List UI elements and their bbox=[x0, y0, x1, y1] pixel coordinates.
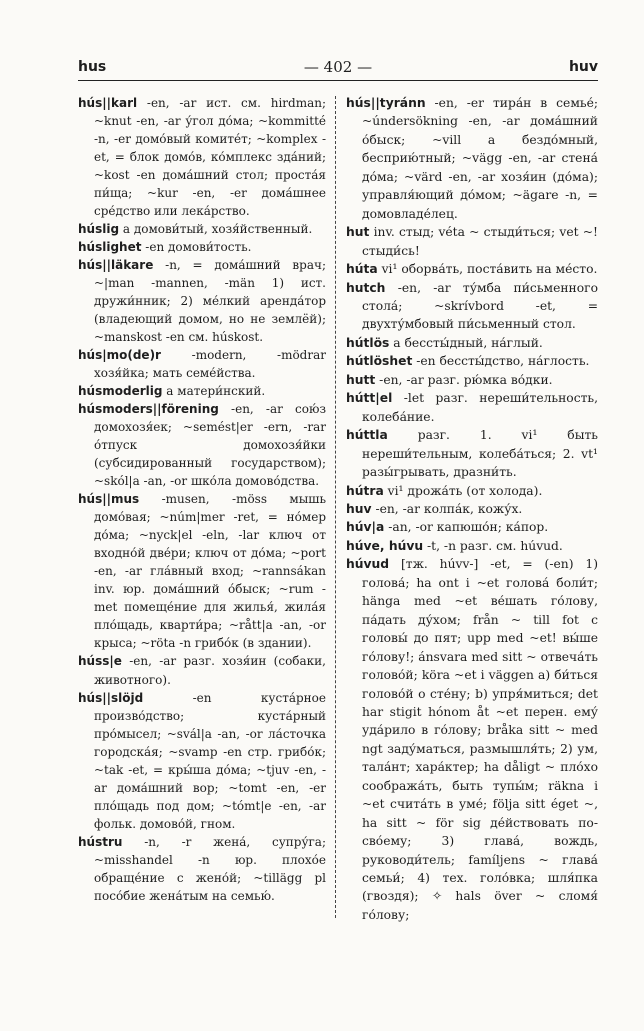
entry-body: -en, -ar колпа́к, кожу́х. bbox=[371, 501, 523, 516]
entry-body: a бессты́дный, на́глый. bbox=[389, 335, 543, 350]
dictionary-entry bbox=[346, 279, 598, 334]
dictionary-entry bbox=[346, 94, 598, 223]
entry-headword: hutt bbox=[346, 372, 376, 387]
right-column bbox=[346, 94, 598, 924]
entry-headword: húve, húvu bbox=[346, 538, 424, 553]
dictionary-entry bbox=[78, 382, 326, 400]
dictionary-entry bbox=[78, 652, 326, 688]
entry-body: vi¹ оборва́ть, поста́вить на ме́сто. bbox=[377, 262, 598, 277]
entry-body: [тж. húvv-] -et, = (-en) 1) голова́; ha ont i ~et голова́ боли́т; hänga med ~et ве́шать го́лову, па́дать ду́хом; från ~ till fot с головы́ до пят; upp med ~et! вы́ше го́лову!; ánsvara med sitt ~ отвеча́ть голово́й; köra ~et i väggen а) би́ться голово́й о сте́ну; b) упря́миться; det har stigit hónom åt ~et перен. ему́ уда́рило в го́лову; bråka sitt ~ med ngt заду́маться, размышля́ть; 2) ум, тала́нт; хара́ктер; ha dåligt ~ пло́хо сообража́ть, быть тупы́м; räkna i ~et счита́ть в уме́; följa sitt éget ~, ha sitt ~ för sig де́йствовать по-сво́ему; 3) глава́, вождь, руководи́тель; famíljens ~ глава́ семьи́; 4) тех. голо́вка; шля́пка (гвоздя); ✧ hals över ~ сломя́ го́лову; bbox=[362, 557, 598, 922]
dictionary-entry bbox=[346, 482, 598, 500]
entry-body: a домови́тый, хозя́йственный. bbox=[119, 222, 313, 237]
entry-headword: húv|a bbox=[346, 520, 385, 535]
entry-body: inv. стыд; véta ~ стыди́ться; vet ~! стыди́сь! bbox=[362, 225, 598, 258]
entry-body: -en, -ar разг. рю́мка во́дки. bbox=[375, 372, 553, 387]
dictionary-entry bbox=[78, 490, 326, 652]
dictionary-entry bbox=[346, 518, 598, 536]
entry-body: -modern, -mödrar хозя́йка; мать семе́йства. bbox=[94, 348, 326, 381]
entry-headword: hútra bbox=[346, 483, 384, 498]
entry-headword: hús|mo(de)r bbox=[78, 348, 161, 363]
entry-headword: hús||mus bbox=[78, 492, 140, 507]
page-number: — 402 — bbox=[303, 58, 373, 76]
entry-headword: hús||läkare bbox=[78, 258, 154, 273]
entry-body: a матери́нский. bbox=[162, 384, 266, 399]
page-header bbox=[78, 56, 598, 78]
entry-body: -musen, -möss мышь домо́вая; ~núm|mer -ret, = но́мер до́ма; ~nyck|el -eln, -lar ключ от входно́й две́ри; ключ от до́ма; ~port -en, -ar гла́вный вход; ~rannsákan inv. юр. дома́шний о́быск; ~rum -met помеще́ние для жилья́, жила́я пло́щадь, кварти́ра; ~rått|a -an, -or крыса; ~röta -n грибо́к (в здании). bbox=[94, 492, 326, 651]
dictionary-entry bbox=[78, 220, 326, 238]
dictionary-entry bbox=[346, 352, 598, 370]
dictionary-entry bbox=[346, 500, 598, 518]
entry-headword: hut bbox=[346, 225, 370, 240]
entry-body: -en, -ar сою́з домохозя́ек; ~semést|er -ern, -rar о́тпуск домохозя́йки (субсидированный государством); ~skól|a -an, -or шко́ла домово́дства. bbox=[94, 402, 326, 489]
dictionary-entry bbox=[346, 260, 598, 278]
dictionary-entry bbox=[78, 833, 326, 905]
entry-headword: hús||tyránn bbox=[346, 96, 426, 110]
entry-body: -en, -ar разг. хозя́ин (собаки, животного). bbox=[94, 654, 326, 687]
entry-headword: húslig bbox=[78, 222, 120, 237]
entry-body: -en, -er тира́н в семье́; ~úndersökning -en, -ar дома́шний о́быск; ~vill a бездо́мный, бесприю́тный; ~vägg -en, -ar стена́ до́ма; ~värd -en, -ar хозя́ин (до́ма); управля́ющий до́мом; ~ägare -n, = домовладе́лец. bbox=[362, 96, 598, 221]
entry-body: -n, -r жена́, супру́га; ~misshandel -n юр. плохо́е обраще́ние с жено́й; ~tillägg pl посо́бие жена́тым на семью́. bbox=[94, 834, 326, 903]
entry-body: -n, = дома́шний врач; ~|man -mannen, -män 1) ист. дружи́нник; 2) ме́лкий аренда́тор (владеющий домом, но не землёй); ~manskost -en см. húskost. bbox=[94, 258, 326, 345]
dictionary-entry bbox=[78, 94, 326, 220]
dictionary-entry bbox=[346, 389, 598, 426]
entry-headword: húvud bbox=[346, 557, 390, 572]
dictionary-entry bbox=[78, 346, 326, 382]
left-column bbox=[78, 94, 326, 924]
entry-headword: hútlöshet bbox=[346, 354, 413, 369]
entry-headword: hútt|el bbox=[346, 391, 393, 406]
entry-body: -let разг. нереши́тельность, колеба́ние. bbox=[362, 391, 598, 424]
dictionary-entry bbox=[78, 400, 326, 490]
entry-headword: húsmoderlig bbox=[78, 384, 163, 399]
entry-headword: hutch bbox=[346, 280, 386, 295]
entry-body: -en бессты́дство, на́глость. bbox=[412, 354, 590, 369]
dictionary-entry bbox=[78, 238, 326, 256]
entry-body: -en домови́тость. bbox=[141, 240, 252, 255]
header-rule bbox=[78, 80, 598, 81]
entry-body: vi¹ дрожа́ть (от холода). bbox=[383, 483, 543, 498]
dictionary-entry bbox=[346, 426, 598, 481]
entry-body: -t, -n разг. см. húvud. bbox=[423, 538, 563, 553]
entry-body: -en, -ar ист. см. hirdman; ~knut -en, -ar у́гол до́ма; ~kommitté -n, -er домо́вый комите́т; ~komplex -et, = блок домо́в, ко́мплекс зда́ний; ~kost -en дома́шний стол; проста́я пи́ща; ~kur -en, -er дома́шнее сре́дство или лека́рство. bbox=[94, 96, 326, 219]
dictionary-entry bbox=[78, 689, 326, 833]
entry-headword: hústru bbox=[78, 834, 123, 849]
dictionary-entry bbox=[346, 223, 598, 260]
entry-headword: húta bbox=[346, 262, 378, 277]
dictionary-entry bbox=[346, 537, 598, 555]
dictionary-entry bbox=[346, 555, 598, 924]
entry-body: -en, -ar ту́мба пи́сьменного стола́; ~skrívbord -et, = двухту́мбовый пи́сьменный стол. bbox=[362, 280, 598, 332]
entry-headword: hús||slöjd bbox=[78, 690, 144, 705]
header-left-guide-word: hus bbox=[78, 59, 107, 75]
entry-headword: hútlös bbox=[346, 335, 390, 350]
entry-headword: húss|e bbox=[78, 654, 122, 669]
column-divider bbox=[335, 96, 336, 918]
entry-headword: húttla bbox=[346, 428, 388, 443]
dictionary-entry bbox=[78, 256, 326, 346]
entry-headword: hús||karl bbox=[78, 96, 138, 110]
entry-body: разг. 1. vi¹ быть нереши́тельным, колеба́ться; 2. vt¹ разы́грывать, дразни́ть. bbox=[362, 428, 598, 480]
entry-headword: húslighet bbox=[78, 240, 142, 255]
entry-body: -en куста́рное произво́дство; куста́рный про́мысел; ~svál|a -an, -or ла́сточка городска́я; ~svamp -en стр. грибо́к; ~tak -et, = кры́ша до́ма; ~tjuv -en, -ar дома́шний вор; ~tomt -en, -er пло́щадь под дом; ~tómt|e -en, -ar фольк. домово́й, гном. bbox=[94, 690, 326, 831]
entry-headword: huv bbox=[346, 501, 372, 516]
entry-body: -an, -or капюшо́н; ка́пор. bbox=[384, 520, 549, 535]
dictionary-entry bbox=[346, 371, 598, 389]
header-right-guide-word: huv bbox=[568, 59, 598, 75]
dictionary-entry bbox=[346, 334, 598, 352]
entry-headword: húsmoders||förening bbox=[78, 402, 219, 417]
